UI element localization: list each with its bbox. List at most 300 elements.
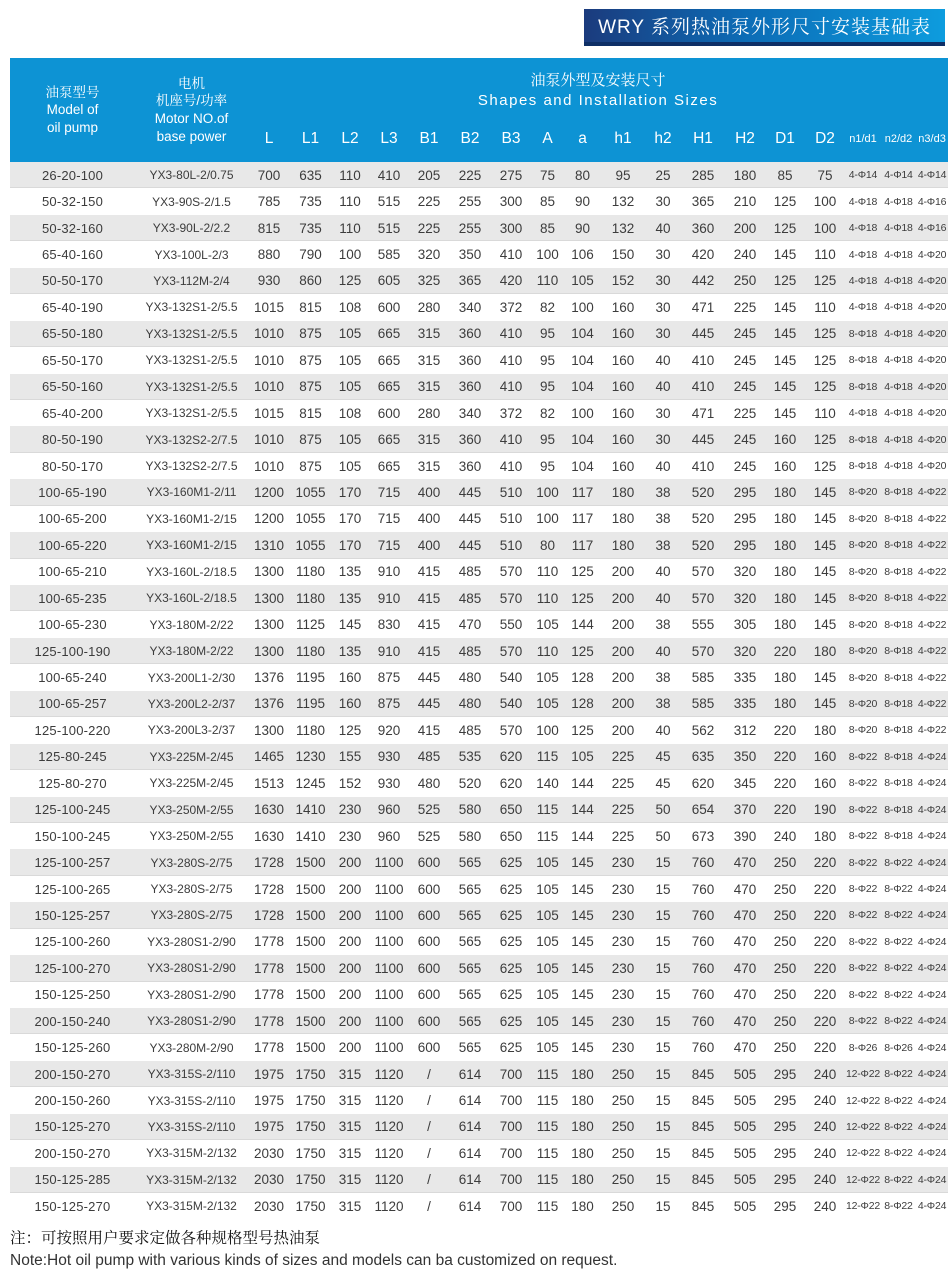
cell-dimension: 100 — [536, 511, 559, 527]
cell-dimension: 250 — [611, 1093, 635, 1109]
table-row — [10, 691, 948, 717]
cell-dimension: 110 — [331, 162, 369, 188]
cell-dimension: 1120 — [369, 1114, 409, 1140]
cell-dimension: / — [409, 1114, 449, 1140]
cell-dimension: 1410 — [295, 828, 326, 844]
cell-motor: YX3-315M-2/132 — [135, 1167, 248, 1193]
cell-dimension: 1100 — [369, 849, 409, 875]
cell-dimension: 1778 — [253, 987, 285, 1003]
cell-dimension: 485 — [458, 722, 482, 738]
cell-dimension: 38 — [655, 670, 671, 686]
cell-dimension: 625 — [499, 987, 523, 1003]
cell-dimension: 100 — [536, 722, 559, 738]
cell-dimension: 1100 — [369, 1008, 409, 1034]
cell-dimension: 625 — [491, 902, 531, 928]
cell-dimension: 105 — [331, 426, 369, 452]
cell-model: 200-150-240 — [10, 1008, 135, 1034]
cell-dimension: 520 — [681, 532, 725, 558]
cell-dimension: 845 — [691, 1198, 715, 1214]
cell-dimension: 145 — [813, 511, 837, 527]
cell-dimension: 445 — [449, 479, 491, 505]
cell-model: 150-100-245 — [34, 828, 111, 844]
cell-holes: 4-Φ20 — [917, 301, 947, 314]
cell-dimension: 280 — [417, 405, 441, 421]
cell-dimension: 315 — [417, 458, 441, 474]
cell-holes: 4-Φ22 — [917, 565, 947, 578]
cell-dimension: 295 — [773, 1145, 797, 1161]
cell-dimension: 1055 — [290, 479, 331, 505]
cell-dimension: 335 — [725, 691, 765, 717]
cell-model: 100-65-257 — [10, 691, 135, 717]
cell-dimension: 40 — [655, 352, 671, 368]
table-row — [10, 374, 948, 400]
cell-dimension: 515 — [377, 194, 401, 210]
cell-dimension: 515 — [369, 215, 409, 241]
cell-dimension: 1778 — [253, 934, 285, 950]
cell-dimension: 105 — [536, 881, 559, 897]
cell-holes: 8-Φ18 — [884, 777, 913, 790]
cell-dimension: 400 — [409, 479, 449, 505]
cell-dimension: 1750 — [295, 1198, 326, 1214]
cell-dimension: 38 — [645, 479, 681, 505]
cell-model: 125-100-190 — [10, 638, 135, 664]
cell-dimension: 125 — [813, 458, 837, 474]
header-col-L: L — [248, 124, 290, 162]
cell-dimension: 110 — [531, 585, 564, 611]
cell-model: 80-50-190 — [10, 426, 135, 452]
header-col-A: A — [531, 124, 564, 162]
cell-dimension: 1630 — [253, 828, 285, 844]
cell-dimension: 600 — [409, 955, 449, 981]
cell-dimension: 225 — [733, 299, 757, 315]
cell-dimension: 220 — [805, 902, 845, 928]
cell-dimension: 614 — [449, 1114, 491, 1140]
cell-dimension: 160 — [773, 458, 797, 474]
cell-dimension: 650 — [499, 828, 523, 844]
cell-holes: 4-Φ18 — [884, 248, 913, 261]
cell-dimension: 700 — [499, 1093, 523, 1109]
cell-model: 125-100-270 — [10, 955, 135, 981]
cell-dimension: 614 — [458, 1198, 482, 1214]
cell-dimension: 315 — [331, 1114, 369, 1140]
cell-dimension: 200 — [611, 722, 635, 738]
cell-dimension: 115 — [531, 1167, 564, 1193]
cell-dimension: 1100 — [374, 934, 404, 950]
cell-dimension: 555 — [691, 617, 715, 633]
cell-dimension: 152 — [601, 268, 645, 294]
cell-dimension: 220 — [765, 744, 805, 770]
cell-dimension: 160 — [813, 775, 837, 791]
cell-dimension: 1125 — [295, 617, 326, 633]
cell-holes: 8-Φ18 — [884, 618, 913, 631]
cell-holes: 8-Φ22 — [848, 988, 878, 1001]
cell-holes: 8-Φ20 — [848, 618, 878, 631]
cell-holes: 8-Φ20 — [848, 512, 878, 525]
cell-dimension: 580 — [449, 797, 491, 823]
cell-dimension: 1750 — [290, 1114, 331, 1140]
cell-dimension: 180 — [765, 532, 805, 558]
cell-dimension: 365 — [449, 268, 491, 294]
cell-holes: 4-Φ18 — [884, 460, 913, 473]
cell-dimension: 45 — [645, 744, 681, 770]
table-row — [10, 1193, 948, 1219]
cell-holes: 4-Φ18 — [884, 301, 913, 314]
cell-holes: 4-Φ18 — [884, 195, 913, 208]
cell-dimension: 570 — [499, 564, 523, 580]
cell-dimension: 315 — [338, 1145, 362, 1161]
cell-dimension: 360 — [449, 374, 491, 400]
header-col-n2-d2: n2/d2 — [881, 124, 916, 162]
cell-model: 150-125-270 — [34, 1198, 111, 1214]
cell-dimension: 570 — [681, 638, 725, 664]
cell-dimension: 505 — [725, 1167, 765, 1193]
cell-dimension: 635 — [290, 162, 331, 188]
cell-holes: 4-Φ24 — [917, 1200, 947, 1213]
header-shapes-installation-sizes — [248, 58, 948, 124]
cell-dimension: 200 — [331, 1008, 369, 1034]
cell-dimension: 145 — [773, 247, 797, 263]
cell-dimension: 180 — [611, 511, 635, 527]
cell-dimension: 104 — [564, 374, 601, 400]
cell-dimension: 525 — [409, 797, 449, 823]
cell-dimension: 410 — [491, 374, 531, 400]
pump-spec-table — [10, 58, 948, 1220]
cell-dimension: 30 — [655, 247, 671, 263]
header-model-en-2: oil pump — [46, 119, 99, 135]
cell-dimension: 160 — [611, 299, 635, 315]
cell-dimension: 210 — [733, 194, 757, 210]
cell-dimension: 205 — [409, 162, 449, 188]
cell-holes: 4-Φ24 — [917, 883, 947, 896]
cell-dimension: 250 — [773, 987, 797, 1003]
cell-dimension: 520 — [458, 775, 482, 791]
cell-dimension: 370 — [725, 797, 765, 823]
cell-holes: 4-Φ24 — [916, 902, 948, 928]
cell-dimension: 410 — [499, 352, 523, 368]
cell-dimension: 1120 — [374, 1145, 404, 1161]
cell-dimension: 250 — [611, 1198, 635, 1214]
cell-dimension: 125 — [571, 564, 594, 580]
cell-dimension: 1120 — [369, 1061, 409, 1087]
cell-holes: 8-Φ18 — [848, 460, 878, 473]
cell-dimension: 295 — [773, 1198, 797, 1214]
table-row — [10, 955, 948, 981]
cell-dimension: 340 — [458, 299, 482, 315]
cell-holes: 4-Φ22 — [917, 671, 947, 684]
cell-dimension: 145 — [813, 670, 837, 686]
cell-dimension: 250 — [601, 1114, 645, 1140]
cell-dimension: 600 — [409, 902, 449, 928]
cell-dimension: 470 — [458, 617, 482, 633]
cell-holes: 8-Φ26 — [848, 1041, 878, 1054]
header-group-en: Shapes and Installation Sizes — [477, 92, 719, 109]
cell-dimension: 160 — [805, 744, 845, 770]
cell-dimension: 230 — [611, 881, 635, 897]
cell-dimension: 1376 — [248, 691, 290, 717]
cell-motor: YX3-315M-2/132 — [146, 1199, 237, 1214]
cell-dimension: 760 — [681, 955, 725, 981]
cell-dimension: 760 — [691, 987, 715, 1003]
cell-dimension: 245 — [725, 426, 765, 452]
cell-dimension: 117 — [571, 511, 594, 527]
cell-dimension: 145 — [805, 691, 845, 717]
cell-dimension: 160 — [601, 426, 645, 452]
cell-dimension: 275 — [491, 162, 531, 188]
cell-dimension: 225 — [601, 744, 645, 770]
header-col-a: a — [564, 124, 601, 162]
cell-dimension: 875 — [290, 426, 331, 452]
cell-dimension: 220 — [813, 934, 837, 950]
cell-holes: 4-Φ20 — [917, 248, 947, 261]
cell-dimension: 145 — [773, 405, 797, 421]
cell-holes: 8-Φ18 — [881, 691, 916, 717]
cell-dimension: 600 — [417, 987, 441, 1003]
cell-dimension: 565 — [449, 849, 491, 875]
cell-dimension: 415 — [417, 617, 441, 633]
cell-dimension: 180 — [564, 1167, 601, 1193]
cell-dimension: 445 — [409, 691, 449, 717]
cell-dimension: 760 — [691, 934, 715, 950]
cell-dimension: 470 — [725, 955, 765, 981]
cell-dimension: 1180 — [295, 722, 326, 738]
cell-dimension: 700 — [491, 1061, 531, 1087]
cell-dimension: 471 — [691, 405, 715, 421]
cell-dimension: 1200 — [253, 511, 285, 527]
cell-dimension: 415 — [417, 564, 441, 580]
cell-dimension: 125 — [765, 215, 805, 241]
cell-dimension: 345 — [733, 775, 757, 791]
cell-dimension: 485 — [449, 585, 491, 611]
cell-dimension: 85 — [765, 162, 805, 188]
cell-dimension: 960 — [369, 797, 409, 823]
cell-dimension: 125 — [805, 321, 845, 347]
cell-dimension: 180 — [571, 1145, 594, 1161]
cell-dimension: 505 — [733, 1198, 757, 1214]
cell-dimension: 325 — [409, 268, 449, 294]
cell-dimension: 200 — [725, 215, 765, 241]
cell-model: 100-65-240 — [38, 670, 107, 686]
cell-dimension: 220 — [813, 1040, 837, 1056]
cell-dimension: 470 — [733, 934, 757, 950]
cell-motor: YX3-280S-2/75 — [135, 849, 248, 875]
cell-dimension: 510 — [499, 511, 523, 527]
header-motor-en-1: Motor NO.of — [154, 111, 229, 126]
cell-dimension: 245 — [733, 458, 757, 474]
cell-dimension: 15 — [645, 1167, 681, 1193]
cell-dimension: 250 — [765, 955, 805, 981]
cell-dimension: 1500 — [295, 934, 326, 950]
cell-dimension: 15 — [655, 881, 671, 897]
cell-holes: 4-Φ18 — [884, 354, 913, 367]
cell-dimension: 1120 — [374, 1198, 404, 1214]
cell-dimension: 315 — [417, 352, 441, 368]
cell-holes: 8-Φ22 — [884, 1147, 913, 1160]
cell-holes: 8-Φ20 — [848, 671, 878, 684]
cell-dimension: 104 — [571, 352, 594, 368]
cell-holes: 4-Φ24 — [917, 935, 947, 948]
cell-dimension: 565 — [449, 902, 491, 928]
cell-dimension: 225 — [409, 215, 449, 241]
cell-model: 125-80-245 — [10, 744, 135, 770]
header-col-H2: H2 — [725, 124, 765, 162]
cell-holes: 8-Φ18 — [845, 426, 881, 452]
cell-holes: 4-Φ20 — [916, 374, 948, 400]
cell-dimension: 240 — [805, 1114, 845, 1140]
cell-dimension: 625 — [499, 1040, 523, 1056]
cell-dimension: 570 — [681, 585, 725, 611]
cell-holes: 8-Φ18 — [845, 374, 881, 400]
header-col-h2: h2 — [645, 124, 681, 162]
cell-dimension: 220 — [805, 849, 845, 875]
cell-dimension: 485 — [409, 744, 449, 770]
cell-dimension: 845 — [681, 1061, 725, 1087]
cell-model: 100-65-230 — [38, 617, 107, 633]
cell-dimension: 155 — [331, 744, 369, 770]
cell-dimension: 400 — [409, 532, 449, 558]
cell-dimension: / — [409, 1061, 449, 1087]
cell-dimension: 930 — [248, 268, 290, 294]
cell-dimension: 180 — [765, 479, 805, 505]
cell-dimension: 38 — [655, 511, 671, 527]
cell-dimension: 845 — [681, 1114, 725, 1140]
cell-dimension: 160 — [601, 374, 645, 400]
header-motor-en-2: base power — [156, 128, 227, 144]
table-row — [10, 744, 948, 770]
cell-model: 65-40-200 — [41, 405, 104, 421]
cell-motor: YX3-280S-2/75 — [150, 882, 233, 897]
cell-dimension: 930 — [369, 744, 409, 770]
cell-holes: 4-Φ18 — [884, 407, 913, 420]
cell-holes: 8-Φ22 — [881, 1167, 916, 1193]
cell-dimension: 30 — [645, 268, 681, 294]
cell-dimension: 625 — [491, 955, 531, 981]
cell-dimension: 230 — [601, 902, 645, 928]
cell-dimension: 95 — [601, 162, 645, 188]
cell-dimension: 160 — [601, 321, 645, 347]
table-row — [10, 611, 948, 637]
cell-motor: YX3-315M-2/132 — [146, 1146, 237, 1161]
cell-dimension: 104 — [564, 321, 601, 347]
cell-dimension: 614 — [449, 1167, 491, 1193]
cell-dimension: 1465 — [248, 744, 290, 770]
cell-dimension: 350 — [458, 247, 482, 263]
table-row — [10, 215, 948, 241]
cell-dimension: 471 — [691, 299, 715, 315]
cell-dimension: 135 — [331, 638, 369, 664]
cell-dimension: 845 — [691, 1145, 715, 1161]
cell-dimension: 170 — [331, 479, 369, 505]
cell-dimension: 145 — [765, 374, 805, 400]
header-col-n1-d1: n1/d1 — [845, 124, 881, 162]
cell-dimension: 250 — [765, 902, 805, 928]
cell-dimension: 30 — [655, 405, 671, 421]
cell-dimension: 50 — [655, 828, 671, 844]
header-group-zh: 油泵外型及安装尺寸 — [530, 71, 666, 89]
cell-dimension: 180 — [765, 691, 805, 717]
cell-holes: 4-Φ18 — [845, 268, 881, 294]
header-col-h1: h1 — [601, 124, 645, 162]
cell-dimension: 1728 — [248, 849, 290, 875]
cell-dimension: 145 — [773, 352, 797, 368]
cell-dimension: 415 — [409, 585, 449, 611]
cell-dimension: 570 — [691, 564, 715, 580]
header-col-B1: B1 — [409, 124, 449, 162]
cell-dimension: 180 — [564, 1061, 601, 1087]
table-row — [10, 876, 948, 902]
cell-dimension: 875 — [377, 670, 401, 686]
cell-dimension: 30 — [645, 426, 681, 452]
header-col-D1: D1 — [765, 124, 805, 162]
cell-dimension: 815 — [248, 215, 290, 241]
cell-dimension: 1010 — [248, 374, 290, 400]
cell-dimension: 1975 — [248, 1114, 290, 1140]
cell-dimension: 108 — [338, 299, 362, 315]
cell-dimension: 600 — [377, 405, 401, 421]
cell-dimension: 410 — [491, 426, 531, 452]
cell-dimension: 145 — [564, 849, 601, 875]
cell-dimension: 160 — [611, 458, 635, 474]
cell-dimension: 1778 — [248, 955, 290, 981]
cell-holes: 8-Φ22 — [845, 1008, 881, 1034]
table-row — [10, 823, 948, 849]
cell-model: 150-125-270 — [10, 1114, 135, 1140]
cell-dimension: 105 — [536, 1040, 559, 1056]
cell-dimension: 1728 — [253, 881, 285, 897]
cell-dimension: 225 — [601, 797, 645, 823]
cell-dimension: 580 — [458, 828, 482, 844]
cell-dimension: 735 — [299, 194, 322, 210]
cell-dimension: 445 — [681, 426, 725, 452]
cell-holes: 8-Φ22 — [845, 744, 881, 770]
cell-holes: 4-Φ24 — [916, 1114, 948, 1140]
cell-motor: YX3-90L-2/2.2 — [135, 215, 248, 241]
cell-dimension: 520 — [691, 511, 715, 527]
cell-dimension: 1100 — [369, 955, 409, 981]
cell-dimension: 1500 — [290, 849, 331, 875]
cell-dimension: 245 — [733, 352, 757, 368]
table-row — [10, 188, 948, 214]
cell-holes: 4-Φ16 — [916, 215, 948, 241]
cell-dimension: 180 — [601, 479, 645, 505]
cell-dimension: 830 — [377, 617, 401, 633]
cell-dimension: 760 — [691, 881, 715, 897]
cell-dimension: 15 — [645, 902, 681, 928]
cell-dimension: 144 — [564, 797, 601, 823]
cell-holes: 8-Φ22 — [881, 1008, 916, 1034]
cell-motor: YX3-132S1-2/5.5 — [145, 406, 238, 421]
cell-holes: 4-Φ16 — [917, 195, 947, 208]
cell-dimension: 315 — [331, 1167, 369, 1193]
cell-dimension: 240 — [805, 1061, 845, 1087]
cell-dimension: 1230 — [290, 744, 331, 770]
cell-holes: 8-Φ18 — [881, 532, 916, 558]
cell-dimension: 230 — [338, 828, 362, 844]
cell-motor: YX3-132S1-2/5.5 — [145, 353, 238, 368]
cell-dimension: 875 — [299, 458, 322, 474]
cell-model: 100-65-200 — [38, 511, 107, 527]
cell-dimension: 410 — [691, 458, 715, 474]
cell-dimension: 40 — [655, 722, 671, 738]
cell-dimension: 700 — [491, 1167, 531, 1193]
cell-dimension: 160 — [338, 670, 362, 686]
cell-dimension: 105 — [531, 955, 564, 981]
cell-dimension: 390 — [733, 828, 757, 844]
cell-dimension: 240 — [733, 247, 757, 263]
cell-dimension: 38 — [655, 617, 671, 633]
cell-dimension: 505 — [733, 1093, 757, 1109]
cell-dimension: 15 — [655, 934, 671, 950]
cell-dimension: 240 — [805, 1167, 845, 1193]
